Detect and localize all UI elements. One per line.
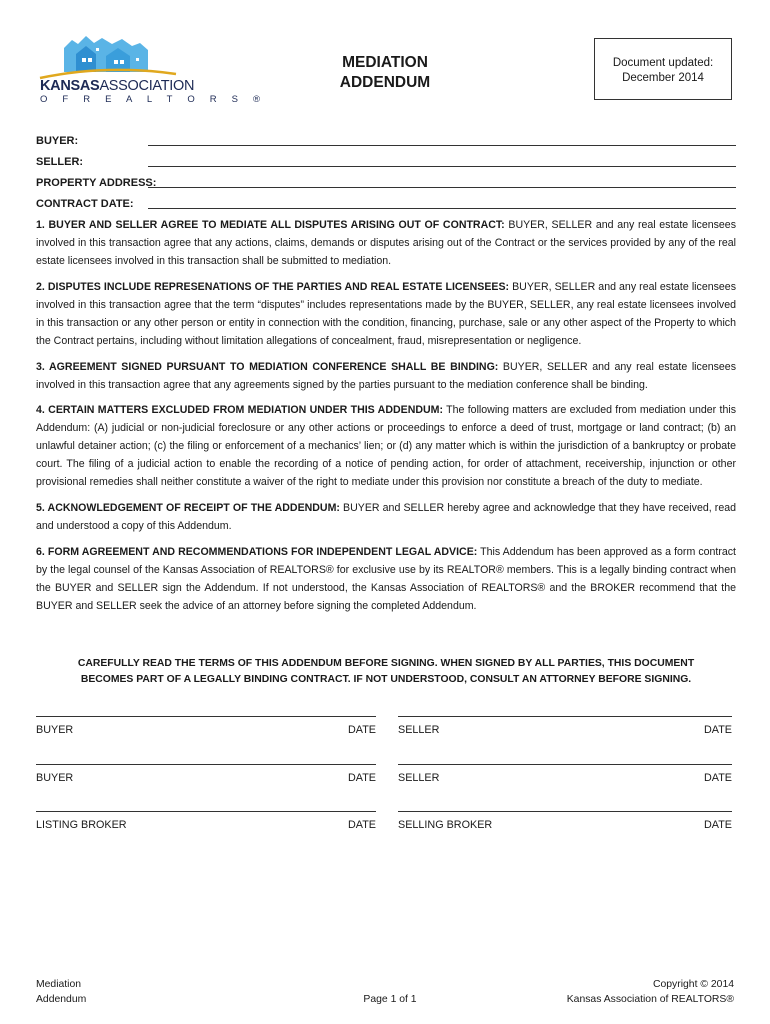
contract-date-field[interactable]: CONTRACT DATE: xyxy=(36,194,736,215)
party-fields xyxy=(36,131,736,215)
section-1: 1. BUYER AND SELLER AGREE TO MEDIATE ALL DISPUTES ARISING OUT OF CONTRACT: BUYER, SELLER and any real estate licensees involved in this transaction agree that any actions, claims, demands or disputes arising out of the Contract or the services provided by any of the real estate licensees involved in this transaction shall be submitted to mediation. xyxy=(36,219,736,267)
property-address-field[interactable]: PROPERTY ADDRESS: xyxy=(36,173,736,194)
section-5: 5. ACKNOWLEDGEMENT OF RECEIPT OF THE ADDENDUM: BUYER and SELLER hereby agree and acknowledge that they have received, read and understood a copy of this Addendum. xyxy=(36,502,736,533)
section-3: 3. AGREEMENT SIGNED PURSUANT TO MEDIATION CONFERENCE SHALL BE BINDING: BUYER, SELLER and any real estate licensees involved in this transaction agree that any agreements signed by the parties pursuant to the mediation conference shall be binding. xyxy=(36,360,736,391)
footer-right: Copyright © 2014 Kansas Association of REALTORS® xyxy=(566,979,734,1005)
updated-date: December 2014 xyxy=(622,72,704,84)
property-address-blank[interactable] xyxy=(148,187,736,188)
signing-warning: CAREFULLY READ THE TERMS OF THIS ADDENDUM BEFORE SIGNING. WHEN SIGNED BY ALL PARTIES, THIS DOCUMENT BECOMES PART OF A LEGALLY BINDING CONTRACT. IF NOT UNDERSTOOD, CONSULT AN ATTORNEY BEFORE SIGNING. xyxy=(77,658,695,685)
section-2: 2. DISPUTES INCLUDE REPRESENATIONS OF THE PARTIES AND REAL ESTATE LICENSEES: BUYER, SELLER and any real estate licensees involved in this transaction agree that the term “disputes” includes representations made by the BUYER, SELLER, any real estate licensees involved in this transaction or any other person or entity in connection with the condition, financing, purchase, sale or any other aspect of the Property to which the Contract pertains, including without limitation allegations of concealment, fraud, misrepresentation or negligence. xyxy=(36,280,736,347)
section-6: 6. FORM AGREEMENT AND RECOMMENDATIONS FOR INDEPENDENT LEGAL ADVICE: This Addendum has been approved as a form contract by the legal counsel of the Kansas Association of REALTORS® for exclusive use by its REALTOR® members. This is a legally binding contract when the BUYER and SELLER sign the Addendum. If not understood, the Kansas Association of REALTORS® and the BROKER recommend that the BUYER and SELLER seek the advice of an attorney before signing the completed Addendum. xyxy=(36,545,736,612)
page-number: Page 1 of 1 xyxy=(363,994,417,1005)
buyer-blank[interactable] xyxy=(148,145,736,146)
footer-left: Mediation Addendum xyxy=(36,979,87,1005)
houses-icon xyxy=(36,34,186,80)
logo-subtext: O F R E A L T O R S ® xyxy=(40,94,267,105)
updated-label: Document updated: xyxy=(612,57,714,69)
document-title: MEDIATION ADDENDUM xyxy=(339,54,431,91)
section-4: 4. CERTAIN MATTERS EXCLUDED FROM MEDIATION UNDER THIS ADDENDUM: The following matters are excluded from mediation under this Addendum: (A) judicial or non-judicial foreclosure or any other actions or proceedings to enforce a deed of trust, mortgage or land contract; (b) an unlawful detainer action; (c) the filing or enforcement of a mechanics’ lien; or (d) any matter which is within the jurisdiction of a bankruptcy or probate court. The filing of a judicial action to enable the recording of a notice of pending action, for order of attachment, receivership, injunction or other provisional remedies shall neither constitute a waiver of the right to mediate under this provision nor constitute a breach of the duty to mediate. xyxy=(36,404,736,489)
kansas-realtors-logo xyxy=(36,34,267,106)
logo-wordmark: KANSASASSOCIATION xyxy=(40,78,195,94)
document-updated-box xyxy=(594,38,732,100)
addendum-body xyxy=(36,216,736,623)
seller-field[interactable]: SELLER: xyxy=(36,152,736,173)
seller-blank[interactable] xyxy=(148,166,736,167)
buyer-field[interactable]: BUYER: xyxy=(36,131,736,152)
contract-date-blank[interactable] xyxy=(148,208,736,209)
